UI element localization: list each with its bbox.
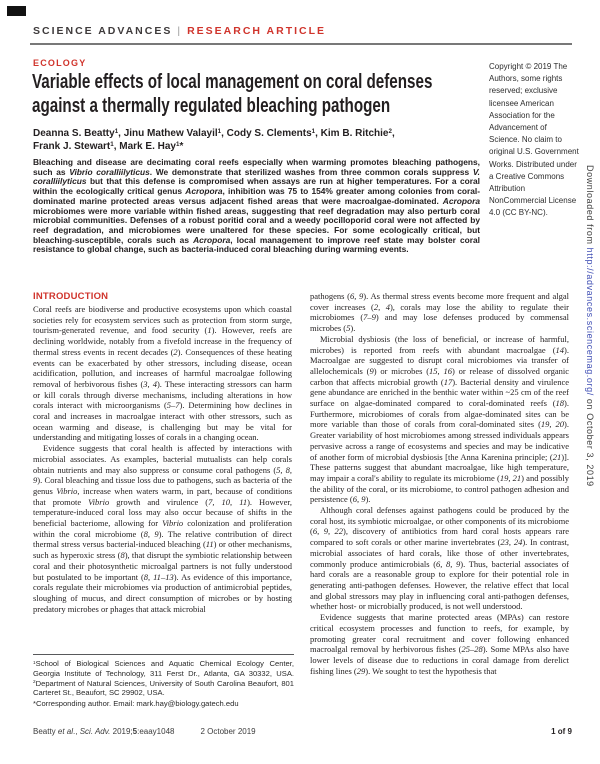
paragraph: Coral reefs are biodiverse and productive ecosystems upon which coastal societies rely for ecosystem services such as protection from storm surge, tourism-generated revenue, and food security (1). However, reefs are declining worldwide, notably from a fivefold increase in the frequency of thermal stress events in recent decades (2). Consequences of these heating events can be exacerbated by other stressors, including disease, ocean acidification, pollution, and increases of harmful macroalgae following removal of herbivorous fishes (3, 4). These interacting stressors can harm or kill corals through diverse mechanisms, including alterations in how corals interact with microorganisms (5–7). Determining how declines in coral and increases in macroalgae interact with other stressors, such as ocean warming and disease, is challenging but may be vital for understanding and mitigating losses of corals in a changing ocean. [33, 304, 293, 443]
article-type-label: RESEARCH ARTICLE [187, 25, 327, 37]
paragraph: Evidence suggests that coral health is affected by interactions with microbial associates. As examples, bacterial mutualists can help corals obtain nutrients and may also suppress or consume coral pathogens (5, 8, 9). Coral bleaching and tissue loss due to pathogens, such as bacteria of the genus Vibrio, increase when waters warm, in part, because of conditions that promote Vibrio growth and virulence (7, 10, 11). However, temperature-induced coral loss may also occur because of shifts in the beneficial bacteriome, allowing for Vibrio colonization and proliferation within the coral microbiome (8, 9). The relative contribution of direct thermal stress versus bacterial-induced bleaching (11) or other mechanisms, such as hyperoxic stress (8), that disrupt the symbiotic relationship between coral and their photosynthetic microalgal partners is not fully understood but postulated to be important (8, 11–13). As evidence of this importance, corals regulate their microbiomes via production of antimicrobial peptides, sloughing of mucus, and direct consumption of microbes or by hosting predatory microbes or phages that attack microbial [33, 443, 293, 614]
abstract-text: Bleaching and disease are decimating coral reefs especially when warming promotes bleaching pathogens, such as Vibrio coralliilyticus. We demonstrate that sterilized washes from three common corals suppress V. coralliilyticus but that this defense is compromised when assays are run at higher temperatures. For a coral within the ecologically critical genus Acropora, inhibition was 75 to 154% greater among colonies from coral-dominated marine protected areas versus adjacent fished areas that were macroalgae-dominated. Acropora microbiomes were more variable within fished areas, suggesting that reef degradation may also perturb coral microbial communities. Defenses of a robust poritid coral and a weedy pocilloporid coral were not affected by reef degradation, and microbiomes were unaltered for these species. For some ecologically critical, but bleaching-susceptible, corals such as Acropora, local management to improve reef state may bolster coral resistance to global change, such as bacteria-induced coral bleaching during warming events. [33, 157, 481, 255]
journal-url-link[interactable]: http://advances.sciencemag.org/ [585, 247, 595, 396]
paragraph: Microbial dysbiosis (the loss of beneficial, or increase of harmful, microbes) is reported from reefs with abundant macroalgae (14). Macroalgae are suggested to disrupt coral microbiomes via transfer of allelochemicals (9) or microbes (15, 16) or release of dissolved organic carbon that affects microbial growth (17). Bacterial density and virulence gene abundance are enriched in the benthic water within ~25 cm of the reef surface on algae-dominated compared to coral-dominated reefs (18). Furthermore, microbiomes of corals from algae-dominated sites can be more variable than those of corals from coral-dominated sites (19, 20). Greater variability of host microbiomes among stressed individuals appears pervasive across a range of ecosystems and species and may be indicative of another form of microbial dysbiosis [the Anna Karenina principle; (21)]. These patterns suggest that abundant macroalgae, like high temperature, may impair a coral's ability to regulate its microbiome (19, 21) and possibly the ability of the coral, or its microbiome, to control pathogen adhesion and persistence (6, 9). [310, 333, 570, 505]
download-prefix: Downloaded from [585, 165, 595, 248]
journal-name: SCIENCE ADVANCES [33, 25, 173, 37]
left-column [33, 291, 292, 676]
download-banner [585, 165, 595, 487]
article-title: Variable effects of local management on coral defenses against a thermally regulated bleaching pathogen [32, 71, 433, 117]
article-body [33, 291, 569, 676]
publication-date: 2 October 2019 [200, 727, 256, 736]
author-list: Deanna S. Beatty$^1$, Jinu Mathew Valayil$^1$, Cody S. Clements$^1$, Kim B. Ritchie$^2$, Frank J. Stewart$^1$, Mark E. Hay$^1$* [33, 128, 395, 152]
copyright-notice: Copyright © 2019 The Authors, some rights reserved; exclusive licensee American Association for the Advancement of Science. No claim to original U.S. Government Works. Distributed under a Creative Commons Attribution NonCommercial License 4.0 (CC BY-NC). [489, 62, 579, 218]
paragraph: pathogens (6, 9). As thermal stress events become more frequent and algal cover increases (2, 4), corals may lose the ability to regulate their microbiomes (7–9) and may lose defenses produced by commensal microbes (5). [310, 291, 570, 334]
subject-area-label: ECOLOGY [33, 58, 87, 68]
masthead-rule [30, 43, 572, 45]
author-affiliations: $^1$School of Biological Sciences and Aquatic Chemical Ecology Center, Georgia Institute of Technology, 311 Ferst Dr., Atlanta, GA 30332, USA. $^2$Department of Natural Sciences, University of South Carolina Beaufort, 801 Carteret St., Beaufort, SC 29902, USA. [33, 659, 294, 698]
download-suffix: on October 3, 2019 [585, 395, 595, 487]
page-footer [33, 727, 572, 736]
footnote-rule [33, 654, 294, 655]
section-heading-introduction: INTRODUCTION [33, 291, 109, 302]
citation: Beatty et al., Sci. Adv. 2019;5:eaay1048 [33, 727, 175, 736]
footnote-block [33, 654, 294, 709]
paragraph: Evidence suggests that marine protected areas (MPAs) can restore critical ecosystem processes and function to reefs, for example, by promoting greater coral recruitment and cover following enhanced macroalgal removal by herbivorous fishes (25–28). Some MPAs also have lower levels of disease due to reductions in coral damage from derelict fishing lines (29). We sought to test the hypothesis that [310, 612, 569, 676]
right-column [310, 291, 569, 676]
masthead [33, 25, 326, 37]
masthead-separator-icon: | [177, 25, 183, 37]
corresponding-author-note: *Corresponding author. Email: mark.hay@biology.gatech.edu [33, 699, 239, 709]
page-number: 1 of 9 [551, 727, 572, 736]
paragraph: Although coral defenses against pathogens could be produced by the coral host, its symbiotic microalgae, or other components of its microbiome (6, 9, 22), discovery of antibiotics from hard coral hosts appears rare compared to soft corals or other marine invertebrates (23, 24). In contrast, microbial associates of hard corals, like those of other invertebrates, commonly produce antimicrobials (6, 8, 9). Thus, bacterial associates of hard corals are a reasonable group to explore for their potential role in generating anti-pathogen defenses. However, the relative effect that local and global stressors may play in influencing coral anti-pathogen defenses, whether host- or microbially produced, is not well understood. [310, 505, 570, 612]
corner-mark [7, 6, 26, 16]
